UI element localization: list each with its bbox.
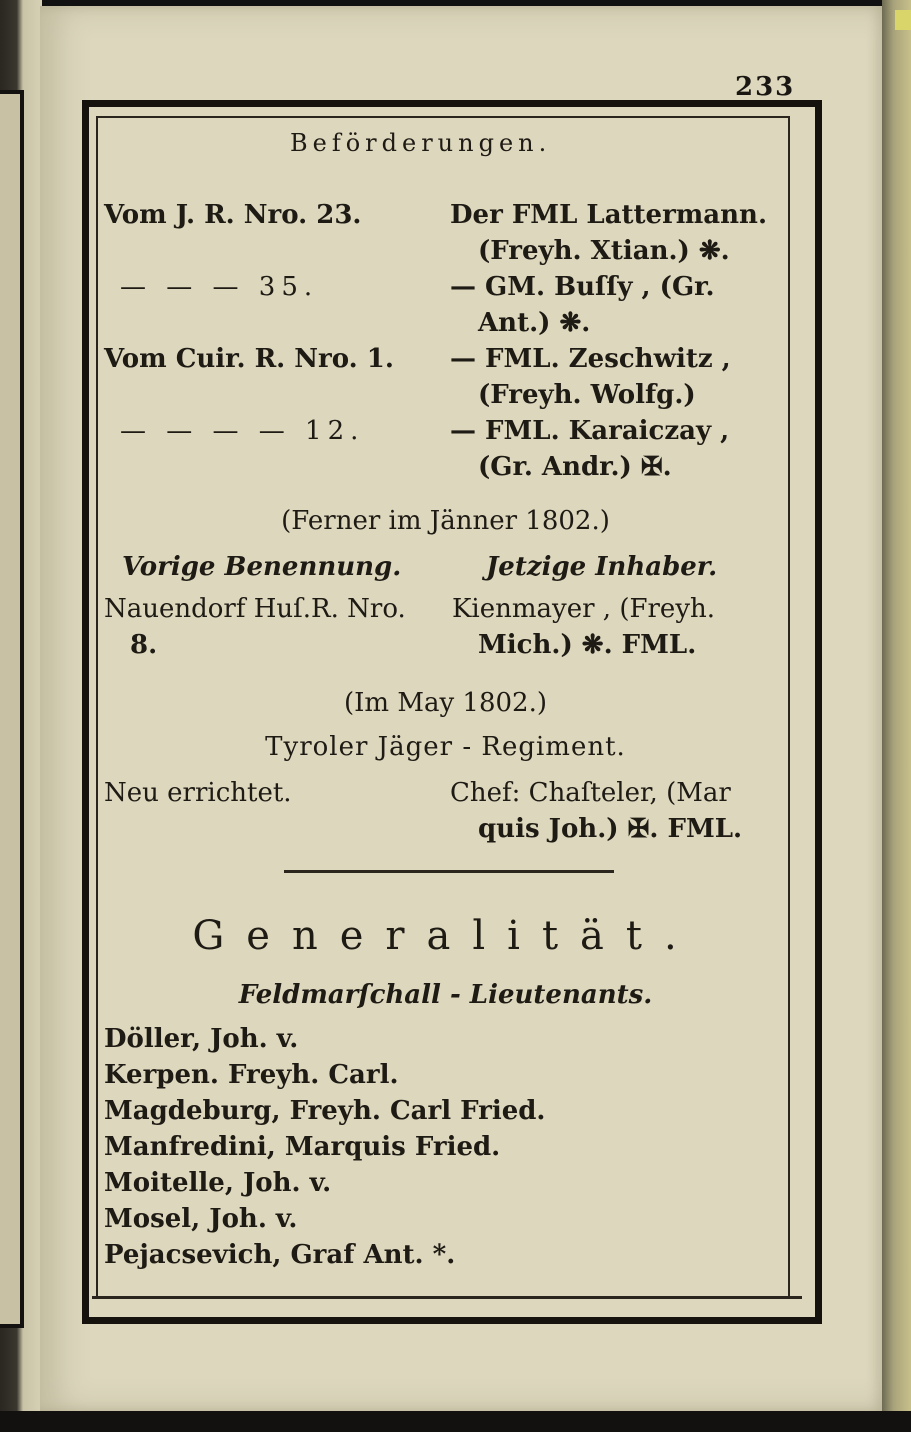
entry-left: Vom Cuir. R. Nro. 1.	[104, 344, 394, 374]
generalitaet-title: Generalität.	[192, 913, 699, 959]
list-item: Pejacsevich, Graf Ant. *.	[104, 1240, 456, 1270]
regiment-new-owner: Kienmayer , (Freyh.	[452, 594, 716, 624]
entry-right: — FML. Zeschwitz ,	[450, 344, 731, 374]
bottom-edge	[0, 1411, 911, 1432]
regiment-status: Neu errichtet.	[104, 778, 292, 808]
section-date-title: (Ferner im Jänner 1802.)	[281, 506, 610, 536]
entry-right: — GM. Buſſy , (Gr.	[450, 272, 715, 302]
entry-cont: (Freyh. Wolfg.)	[478, 380, 696, 410]
entry-right: — FML. Karaiczay ,	[450, 416, 730, 446]
column-heading-left: Vorige Benennung.	[122, 552, 402, 582]
section-date-title: (Im May 1802.)	[344, 688, 547, 718]
page-tab-marker	[895, 10, 911, 30]
regiment-title: Tyroler Jäger - Regiment.	[265, 732, 626, 762]
column-heading-right: Jetzige Inhaber.	[486, 552, 718, 582]
entry-left: — — — 35.	[120, 272, 319, 302]
list-item: Moitelle, Joh. v.	[104, 1168, 332, 1198]
list-item: Magdeburg, Freyh. Carl Fried.	[104, 1096, 546, 1126]
entry-cont: (Freyh. Xtian.) ❋.	[478, 236, 730, 266]
list-item: Mosel, Joh. v.	[104, 1204, 298, 1234]
list-item: Döller, Joh. v.	[104, 1024, 299, 1054]
regiment-old-number: 8.	[130, 630, 158, 660]
bottom-rule	[92, 1296, 802, 1299]
page-number: 233	[735, 72, 796, 102]
entry-left: — — — — 12.	[120, 416, 365, 446]
entry-right: Der FML Lattermann.	[450, 200, 768, 230]
section-heading: Beförderungen.	[290, 129, 552, 157]
list-item: Kerpen. Freyh. Carl.	[104, 1060, 399, 1090]
regiment-chef: Chef: Chaſteler, (Mar	[450, 778, 731, 808]
list-item: Manfredini, Marquis Fried.	[104, 1132, 501, 1162]
regiment-new-owner-cont: Mich.) ❋. FML.	[478, 630, 697, 660]
rank-subtitle: Feldmarſchall - Lieutenants.	[238, 980, 653, 1010]
entry-cont: Ant.) ❋.	[478, 308, 591, 338]
divider-rule	[284, 870, 614, 873]
entry-left: Vom J. R. Nro. 23.	[104, 200, 362, 230]
entry-cont: (Gr. Andr.) ✠.	[478, 452, 672, 482]
regiment-old-name: Nauendorf Huſ.R. Nro.	[104, 594, 406, 624]
regiment-chef-cont: quis Joh.) ✠. FML.	[478, 814, 743, 844]
